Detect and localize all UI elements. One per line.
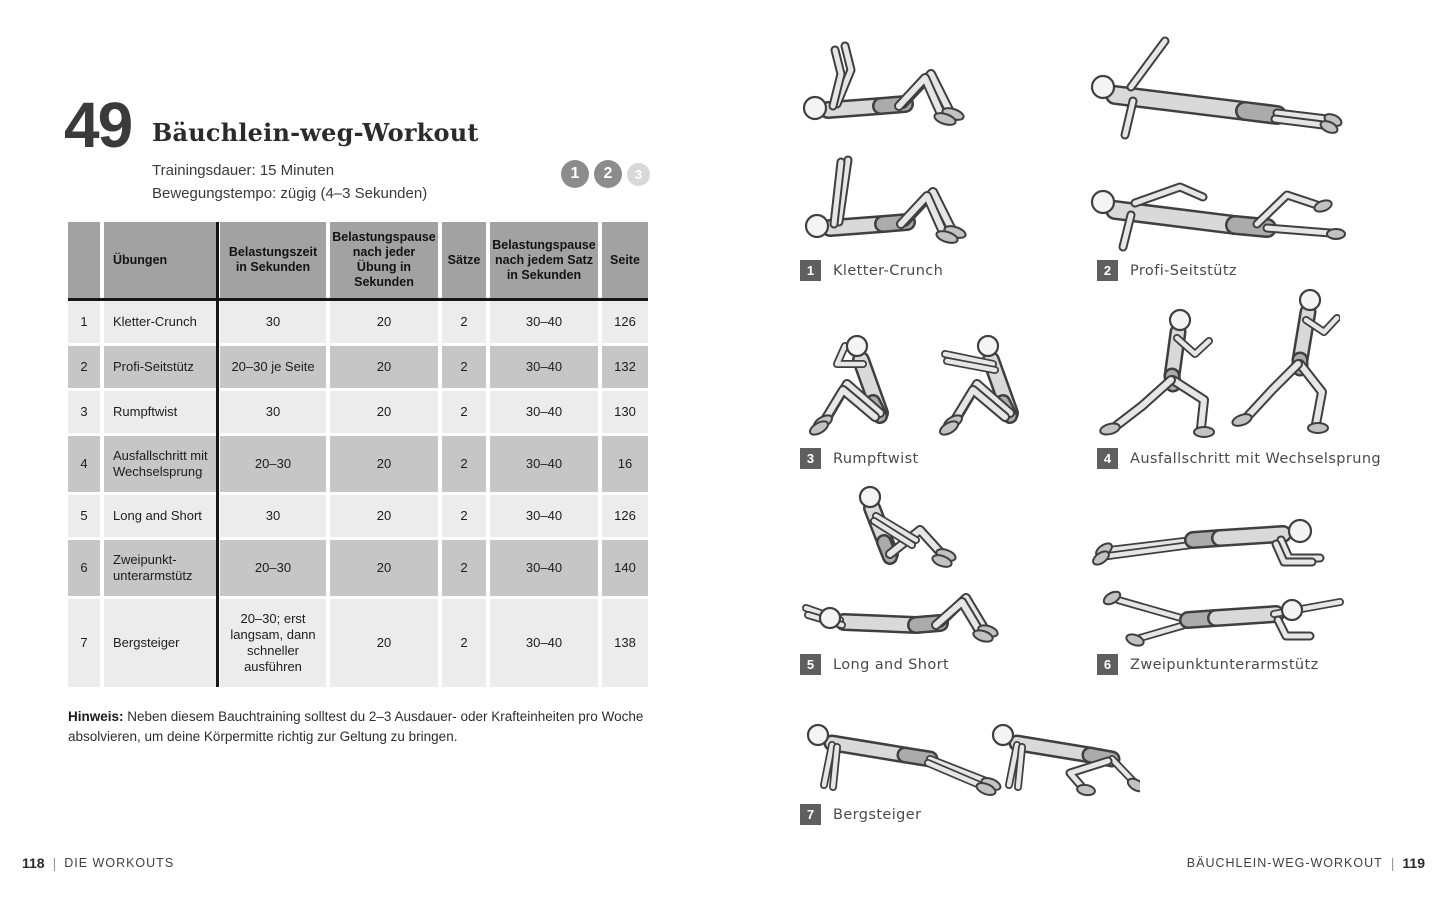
- figure-label-text: Rumpftwist: [833, 450, 919, 467]
- difficulty-level-2: 2: [594, 160, 622, 188]
- row-number-cell: 4: [68, 436, 100, 492]
- table-header-rule: [68, 298, 648, 301]
- long-and-short-illustration: [798, 482, 1048, 654]
- column-header: Belastungspause nach jeder Übung in Sekunden: [330, 222, 438, 298]
- footer-divider: |: [52, 855, 57, 871]
- column-header: [68, 222, 100, 298]
- row-number-cell: 2: [68, 346, 100, 388]
- right-page-number: 119: [1402, 855, 1425, 871]
- exercise-name-cell: Kletter-Crunch: [104, 301, 216, 343]
- pause-per-exercise-cell: 20: [330, 540, 438, 596]
- page-ref-cell: 140: [602, 540, 648, 596]
- load-time-cell: 20–30: [220, 436, 326, 492]
- pause-per-exercise-cell: 20: [330, 599, 438, 687]
- difficulty-indicator: [561, 160, 650, 188]
- figure-number-badge: 3: [800, 448, 821, 469]
- pause-per-set-cell: 30–40: [490, 391, 598, 433]
- figure-label-2: [1097, 260, 1237, 281]
- load-time-cell: 20–30 je Seite: [220, 346, 326, 388]
- sets-cell: 2: [442, 540, 486, 596]
- figure-label-5: [800, 654, 949, 675]
- figure-label-text: Long and Short: [833, 656, 950, 673]
- figure-number-badge: 4: [1097, 448, 1118, 469]
- figure-label-text: Zweipunktunterarmstütz: [1130, 656, 1319, 673]
- difficulty-level-3: 3: [627, 163, 650, 186]
- page-ref-cell: 130: [602, 391, 648, 433]
- figure-label-6: [1097, 654, 1319, 675]
- left-page-footer: [22, 855, 174, 871]
- sets-cell: 2: [442, 301, 486, 343]
- figure-label-3: [800, 448, 919, 469]
- load-time-cell: 20–30: [220, 540, 326, 596]
- pause-per-set-cell: 30–40: [490, 495, 598, 537]
- sets-cell: 2: [442, 391, 486, 433]
- row-number-cell: 5: [68, 495, 100, 537]
- difficulty-level-1: 1: [561, 160, 589, 188]
- column-header: Seite: [602, 222, 648, 298]
- right-page-footer: [1187, 855, 1425, 871]
- bergsteiger-illustration: [790, 695, 1140, 797]
- exercise-name-cell: Long and Short: [104, 495, 216, 537]
- pause-per-set-cell: 30–40: [490, 346, 598, 388]
- page-ref-cell: 16: [602, 436, 648, 492]
- hinweis-note: [68, 707, 660, 747]
- movement-tempo: Bewegungstempo: zügig (4–3 Sekunden): [152, 185, 428, 202]
- row-number-cell: 6: [68, 540, 100, 596]
- pause-per-exercise-cell: 20: [330, 346, 438, 388]
- load-time-cell: 30: [220, 301, 326, 343]
- figure-number-badge: 1: [800, 260, 821, 281]
- pause-per-set-cell: 30–40: [490, 599, 598, 687]
- right-footer-section: BÄUCHLEIN-WEG-WORKOUT: [1186, 856, 1383, 870]
- exercise-name-cell: Ausfallschritt mit Wechselsprung: [104, 436, 216, 492]
- column-header: Übungen: [104, 222, 216, 298]
- pause-per-exercise-cell: 20: [330, 391, 438, 433]
- figure-number-badge: 6: [1097, 654, 1118, 675]
- load-time-cell: 20–30; erst langsam, dann schneller ausführen: [220, 599, 326, 687]
- left-footer-section: DIE WORKOUTS: [64, 856, 175, 870]
- kletter-crunch-illustration: [795, 12, 1010, 252]
- row-number-cell: 3: [68, 391, 100, 433]
- figure-label-text: Bergsteiger: [833, 806, 922, 823]
- workout-meta: [152, 159, 427, 205]
- ausfallschritt-illustration: [1090, 278, 1340, 443]
- left-page-number: 118: [22, 855, 45, 871]
- hinweis-label: Hinweis:: [68, 709, 124, 724]
- footer-divider: |: [1390, 855, 1395, 871]
- figure-number-badge: 2: [1097, 260, 1118, 281]
- sets-cell: 2: [442, 495, 486, 537]
- exercise-name-cell: Profi-Seitstütz: [104, 346, 216, 388]
- figure-number-badge: 5: [800, 654, 821, 675]
- column-header: Sätze: [442, 222, 486, 298]
- figure-label-text: Profi-Seitstütz: [1130, 262, 1237, 279]
- sets-cell: 2: [442, 599, 486, 687]
- rumpftwist-illustration: [795, 298, 1045, 440]
- exercise-name-cell: Rumpftwist: [104, 391, 216, 433]
- load-time-cell: 30: [220, 391, 326, 433]
- figure-number-badge: 7: [800, 804, 821, 825]
- profi-seitstuetz-illustration: [1085, 25, 1370, 255]
- figure-label-text: Ausfallschritt mit Wechselsprung: [1130, 450, 1382, 467]
- figure-label-1: [800, 260, 943, 281]
- hinweis-text: Neben diesem Bauchtraining solltest du 2–3 Ausdauer- oder Krafteinheiten pro Woche absolvieren, um deine Körpermitte richtig zur Geltung zu bringen.: [68, 709, 644, 744]
- pause-per-exercise-cell: 20: [330, 301, 438, 343]
- figure-label-7: [800, 804, 921, 825]
- column-header: Belastungspause nach jedem Satz in Sekunden: [490, 222, 598, 298]
- exercise-name-cell: Zweipunktunterarmstütz: [104, 540, 216, 596]
- workout-number: 49: [64, 89, 132, 161]
- exercise-name-cell: Bergsteiger: [104, 599, 216, 687]
- figure-label-4: [1097, 448, 1381, 469]
- pause-per-set-cell: 30–40: [490, 540, 598, 596]
- pause-per-set-cell: 30–40: [490, 301, 598, 343]
- page-title: Bäuchlein-weg-Workout: [152, 118, 479, 147]
- exercise-table: [68, 222, 648, 687]
- row-number-cell: 7: [68, 599, 100, 687]
- training-duration: Trainingsdauer: 15 Minuten: [152, 162, 335, 179]
- page-ref-cell: 138: [602, 599, 648, 687]
- column-header: Belastungszeit in Sekunden: [220, 222, 326, 298]
- figure-label-text: Kletter-Crunch: [833, 262, 944, 279]
- pause-per-exercise-cell: 20: [330, 436, 438, 492]
- page-ref-cell: 132: [602, 346, 648, 388]
- load-time-cell: 30: [220, 495, 326, 537]
- sets-cell: 2: [442, 436, 486, 492]
- zweipunktunterarmstuetz-illustration: [1088, 492, 1358, 650]
- sets-cell: 2: [442, 346, 486, 388]
- pause-per-set-cell: 30–40: [490, 436, 598, 492]
- table-vertical-rule: [216, 222, 219, 687]
- page-ref-cell: 126: [602, 495, 648, 537]
- row-number-cell: 1: [68, 301, 100, 343]
- pause-per-exercise-cell: 20: [330, 495, 438, 537]
- page-ref-cell: 126: [602, 301, 648, 343]
